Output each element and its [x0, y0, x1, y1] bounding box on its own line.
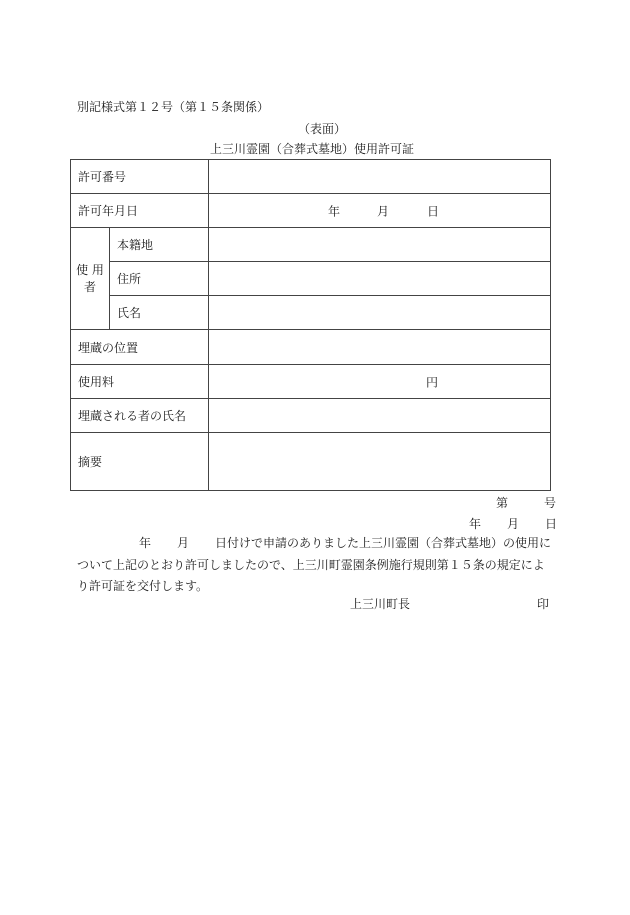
document-title: 上三川霊園（合葬式墓地）使用許可証 [210, 142, 415, 156]
address-field[interactable] [209, 262, 551, 296]
issue-month-mark: 月 [506, 517, 519, 531]
body-line-1 [77, 537, 551, 549]
body-line-2: ついて上記のとおり許可しましたので、上三川町霊園条例施行規則第１５条の規定によ [77, 558, 545, 572]
user-group-label-line2: 者 [83, 279, 96, 294]
permit-number-field[interactable] [209, 160, 551, 194]
mayor-title: 上三川町長 [350, 597, 411, 611]
table-row [71, 160, 551, 194]
table-row [71, 296, 551, 330]
table-row [71, 228, 551, 262]
fee-label: 使用料 [71, 365, 209, 399]
remarks-field[interactable] [209, 433, 551, 491]
day-mark: 日 [427, 204, 440, 218]
seal-mark: 印 [537, 597, 550, 611]
table-row [71, 433, 551, 491]
address-label: 住所 [110, 262, 209, 296]
table-row [71, 194, 551, 228]
burial-location-field[interactable] [209, 330, 551, 365]
permit-table [70, 159, 551, 491]
issue-date [469, 518, 557, 530]
issue-year-mark: 年 [468, 517, 481, 531]
table-row [71, 330, 551, 365]
user-group-label [71, 228, 110, 330]
table-row [71, 262, 551, 296]
month-mark: 月 [377, 204, 390, 218]
form-number: 別記様式第１２号（第１５条関係） [77, 100, 270, 114]
fee-field[interactable] [209, 365, 551, 399]
user-group-label-line1: 使 用 [76, 262, 104, 277]
issue-day-mark: 日 [544, 517, 557, 531]
registration-number [496, 497, 556, 509]
body-year-mark: 年 [139, 536, 152, 550]
body-month-mark: 月 [177, 536, 190, 550]
burial-location-label: 埋蔵の位置 [71, 330, 209, 365]
permit-number-label: 許可番号 [71, 160, 209, 194]
name-field[interactable] [209, 296, 551, 330]
go-mark: 号 [543, 496, 556, 510]
remarks-label: 摘要 [71, 433, 209, 491]
interred-name-field[interactable] [209, 399, 551, 433]
body-line-3: り許可証を交付します。 [77, 579, 209, 593]
domicile-label: 本籍地 [110, 228, 209, 262]
table-row [71, 365, 551, 399]
yen-mark: 円 [426, 375, 439, 389]
name-label: 氏名 [110, 296, 209, 330]
permit-date-label: 許可年月日 [71, 194, 209, 228]
interred-name-label: 埋蔵される者の氏名 [71, 399, 209, 433]
permit-date-field[interactable] [209, 194, 551, 228]
side-label: （表面） [298, 122, 347, 136]
dai-mark: 第 [495, 496, 508, 510]
year-mark: 年 [328, 204, 341, 218]
domicile-field[interactable] [209, 228, 551, 262]
body-line-1-text: 日付けで申請のありました上三川霊園（合葬式墓地）の使用に [215, 536, 552, 550]
table-row [71, 399, 551, 433]
